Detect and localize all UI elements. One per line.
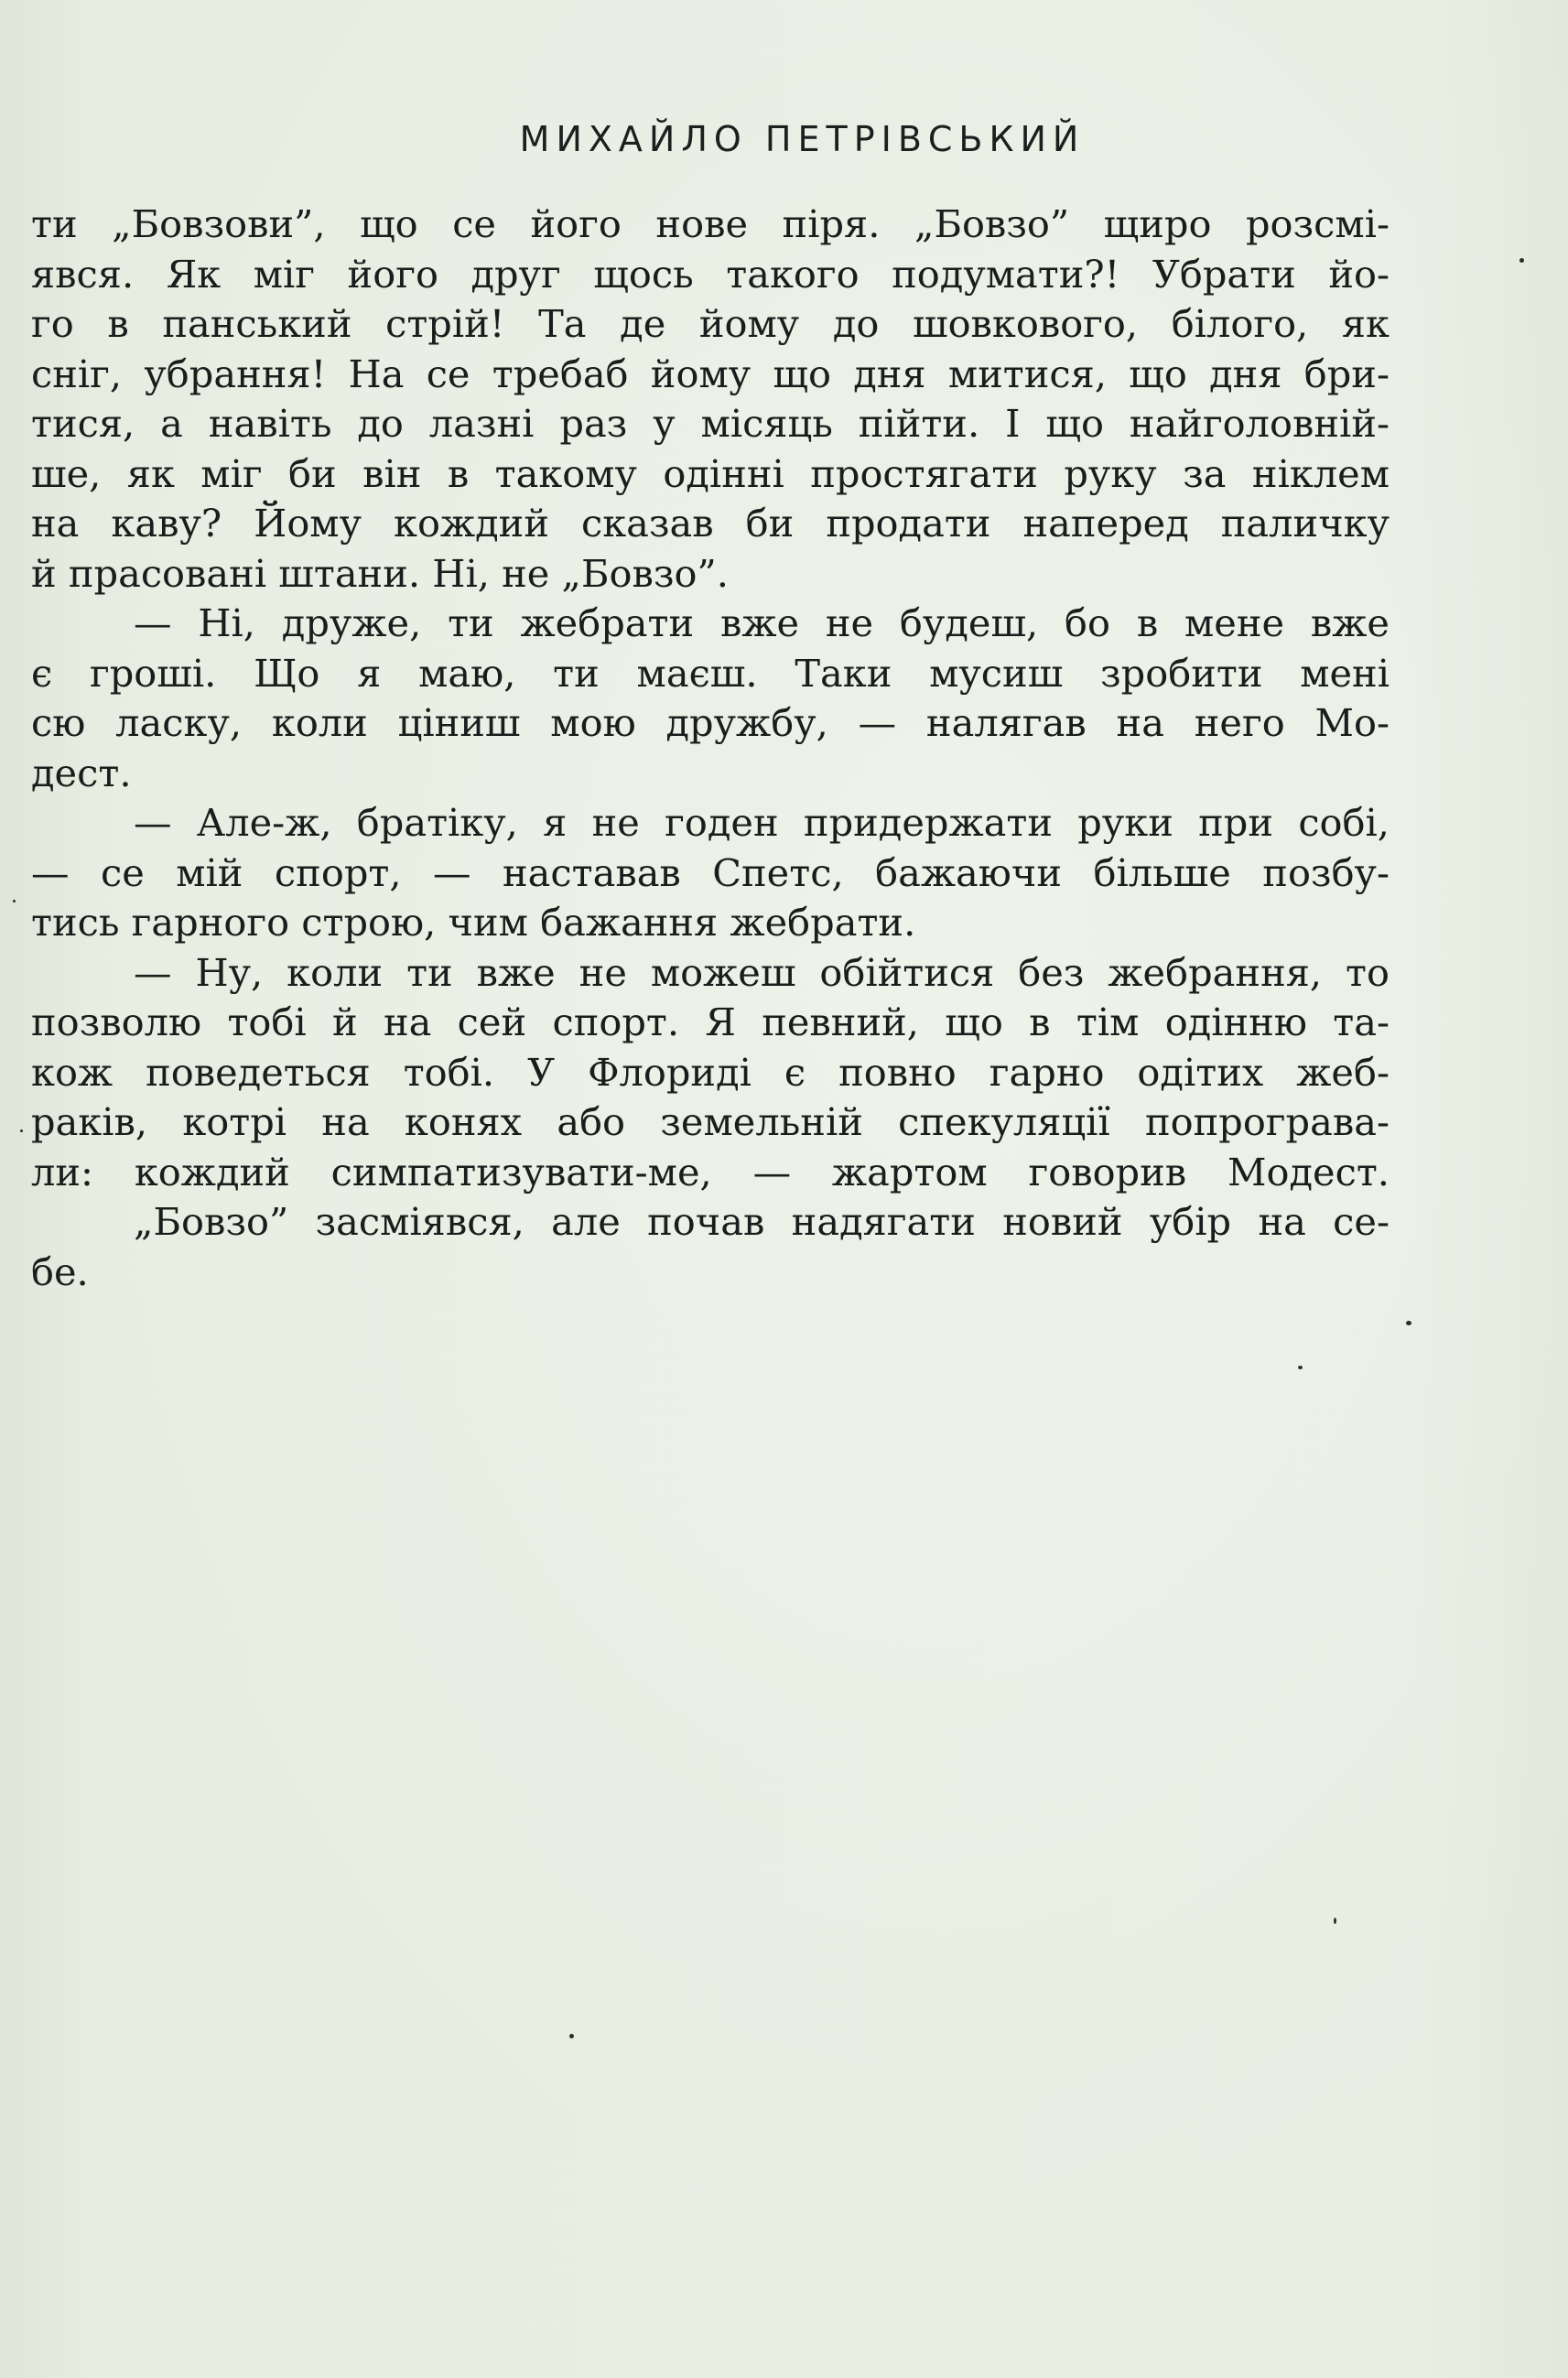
text-line: — се мій спорт, — наставав Спетс, бажаючи більше позбу- bbox=[31, 849, 1390, 895]
text-line: тися, а навіть до лазні раз у місяць пійти. І що найголовній- bbox=[31, 401, 1390, 446]
text-line: позволю тобі й на сей спорт. Я певний, що в тім одінню та- bbox=[31, 1000, 1390, 1044]
paper-speck bbox=[1519, 258, 1524, 263]
text-line: бе. bbox=[31, 1248, 89, 1294]
text-line: раків, котрі на конях або земельній спекуляції попрограва- bbox=[31, 1099, 1390, 1144]
text-line: кож поведеться тобі. У Флориді є повно гарно одітих жеб- bbox=[31, 1049, 1390, 1095]
paper-speck bbox=[1334, 1918, 1336, 1924]
text-line: го в панський стрій! Та де йому до шовкового, білого, як bbox=[31, 301, 1390, 346]
text-line: — Ні, друже, ти жебрати вже не будеш, бо в мене вже bbox=[134, 600, 1390, 645]
body-text bbox=[31, 200, 1390, 1297]
text-line: ти „Бовзови”, що се його нове піря. „Бовзо” щиро розсмі- bbox=[31, 201, 1390, 246]
text-line: дест. bbox=[31, 750, 132, 795]
text-line: ли: кождий симпатизувати-ме, — жартом говорив Модест. bbox=[31, 1149, 1390, 1194]
paper-speck bbox=[20, 1130, 23, 1132]
text-line: — Але-ж, братіку, я не годен придержати руки при собі, bbox=[134, 800, 1390, 845]
text-line: є гроші. Що я маю, ти маєш. Таки мусиш зробити мені bbox=[31, 650, 1390, 696]
paper-speck bbox=[13, 900, 16, 903]
running-head-author: МИХАЙЛО ПЕТРІВСЬКИЙ bbox=[519, 119, 1086, 159]
text-line: „Бовзо” засміявся, але почав надягати новий убір на се- bbox=[134, 1199, 1390, 1244]
paper-speck bbox=[569, 2034, 574, 2038]
text-line: й прасовані штани. Ні, не „Бовзо”. bbox=[31, 550, 729, 596]
text-line: сніг, убрання! На се требаб йому що дня митися, що дня бри- bbox=[31, 351, 1390, 396]
paper-speck bbox=[1298, 1366, 1303, 1369]
text-line: ше, як міг би він в такому одінні простягати руку за ніклем bbox=[31, 450, 1390, 496]
text-line: явся. Як міг його друг щось такого подумати?! Убрати йо- bbox=[31, 251, 1390, 297]
text-line: на каву? Йому кождий сказав би продати наперед паличку bbox=[31, 501, 1390, 546]
text-line: тись гарного строю, чим бажання жебрати. bbox=[31, 900, 916, 945]
text-line: сю ласку, коли ціниш мою дружбу, — налягав на него Мо- bbox=[31, 700, 1390, 745]
paper-speck bbox=[1406, 1321, 1411, 1325]
text-line: — Ну, коли ти вже не можеш обійтися без жебрання, то bbox=[134, 949, 1390, 995]
